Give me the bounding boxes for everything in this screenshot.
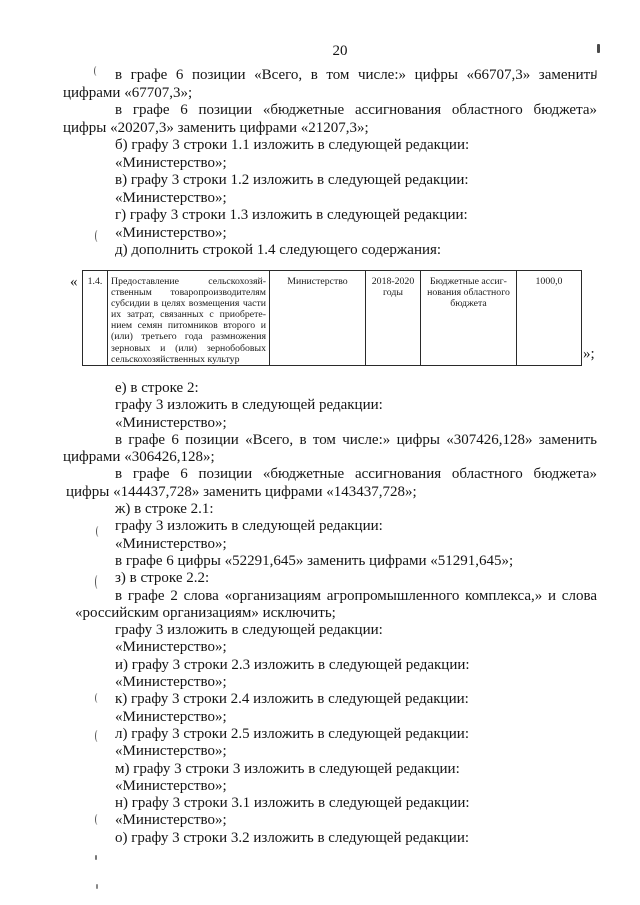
item-z-column2-line-2: «российским организациям» исключить; <box>75 604 336 621</box>
amendments-after-table <box>0 380 640 847</box>
description-line: ственным товаропроизводителям <box>111 287 266 299</box>
funding-source-line: Бюджетные ассиг- <box>430 276 507 287</box>
measure-description-cell <box>108 271 270 366</box>
funding-source-line: нования областного <box>427 287 510 299</box>
period-line: 2018-2020 <box>371 276 415 287</box>
amount: 1000,0 <box>535 276 563 287</box>
item-z-column3-text: графу 3 изложить в следующей редакции: <box>115 622 383 639</box>
item-e-budget-line-2: цифры «144437,728» заменить цифрами «143437,728»; <box>66 483 417 500</box>
item-v-text: в) графу 3 строки 1.2 изложить в следующей редакции: <box>115 172 469 188</box>
row-number: 1.4. <box>87 276 103 287</box>
row-number-cell <box>83 271 108 366</box>
item-a-total-line-2: цифрами «67707,3»; <box>63 84 193 101</box>
item-zh-heading: ж) в строке 2.1: <box>115 501 214 518</box>
item-e-column3-text: графу 3 изложить в следующей редакции: <box>115 397 383 414</box>
funding-source-cell <box>421 271 517 366</box>
item-d-text: д) дополнить строкой 1.4 следующего содержания: <box>115 242 442 258</box>
item-b-text: б) графу 3 строки 1.1 изложить в следующей редакции: <box>115 137 470 153</box>
item-v-value: «Министерство»; <box>115 189 227 206</box>
item-zh-column3-value: «Министерство»; <box>115 535 227 552</box>
period-cell <box>366 271 421 366</box>
executor: Министерство <box>287 276 348 287</box>
description-line: их затрат, связанных с приобрете- <box>111 309 266 321</box>
item-a-budget-line-2: цифры «20207,3» заменить цифрами «21207,3»; <box>63 119 369 136</box>
item-k-value: «Министерство»; <box>115 708 227 725</box>
scan-artifact <box>597 44 600 53</box>
item-a-budget-line-1: в графе 6 позиции «бюджетные ассигнования областного бюджета» <box>115 102 597 118</box>
item-b-value: «Министерство»; <box>115 154 227 171</box>
item-z-heading: з) в строке 2.2: <box>115 570 210 587</box>
item-n-value: «Министерство»; <box>115 812 227 829</box>
item-z-column3-value: «Министерство»; <box>115 639 227 656</box>
item-l-text: л) графу 3 строки 2.5 изложить в следующей редакции: <box>115 725 469 742</box>
item-g-value: «Министерство»; <box>115 224 227 241</box>
table-row <box>83 271 582 366</box>
table-opening-quote: « <box>70 274 78 290</box>
description-line: Предоставление сельскохозяй- <box>111 276 266 287</box>
amount-cell <box>517 271 582 366</box>
item-i-value: «Министерство»; <box>115 674 227 691</box>
item-e-column3-value: «Министерство»; <box>115 414 227 431</box>
description-line: (или) третьего года размножения <box>111 331 266 343</box>
page-number: 20 <box>332 43 348 59</box>
period-line: годы <box>383 287 403 299</box>
item-l-value: «Министерство»; <box>115 743 227 760</box>
item-m-text: м) графу 3 строки 3 изложить в следующей редакции: <box>115 760 460 777</box>
amendments-before-table <box>0 67 640 260</box>
item-zh-column6-text: в графе 6 цифры «52291,645» заменить цифрами «51291,645»; <box>115 552 514 569</box>
item-i-text: и) графу 3 строки 2.3 изложить в следующей редакции: <box>115 656 470 673</box>
item-e-heading: е) в строке 2: <box>115 380 199 396</box>
item-m-value: «Министерство»; <box>115 777 227 794</box>
scan-artifact <box>96 884 98 889</box>
item-e-budget-line-1: в графе 6 позиции «бюджетные ассигнования областного бюджета» <box>115 466 597 483</box>
scan-artifact <box>95 855 97 860</box>
inserted-table-row-1-4 <box>82 270 582 366</box>
item-a-total-line-1: в графе 6 позиции «Всего, в том числе:» цифры «66707,3» заменить <box>115 67 597 83</box>
item-k-text: к) графу 3 строки 2.4 изложить в следующей редакции: <box>115 691 469 708</box>
description-line: нием семян питомников второго и <box>111 320 266 332</box>
description-line: зерновых и (или) зернобобовых <box>111 342 266 354</box>
funding-source-line: бюджета <box>450 298 487 310</box>
table-closing-quote: »; <box>583 346 595 362</box>
item-e-total-line-2: цифрами «306426,128»; <box>63 449 215 466</box>
item-e-total-line-1: в графе 6 позиции «Всего, в том числе:» цифры «307426,128» заменить <box>115 431 597 448</box>
item-z-column2-line-1: в графе 2 слова «организациям агропромышленного комплекса,» и слова <box>115 587 597 604</box>
item-n-text: н) графу 3 строки 3.1 изложить в следующей редакции: <box>115 795 470 812</box>
item-zh-column3-text: графу 3 изложить в следующей редакции: <box>115 518 383 535</box>
executor-cell <box>270 271 366 366</box>
description-line: сельскохозяйственных культур <box>111 353 240 365</box>
description-line: субсидии в целях возмещения части <box>111 298 266 310</box>
item-o-text: о) графу 3 строки 3.2 изложить в следующей редакции: <box>115 829 470 846</box>
item-g-text: г) графу 3 строки 1.3 изложить в следующей редакции: <box>115 207 468 223</box>
